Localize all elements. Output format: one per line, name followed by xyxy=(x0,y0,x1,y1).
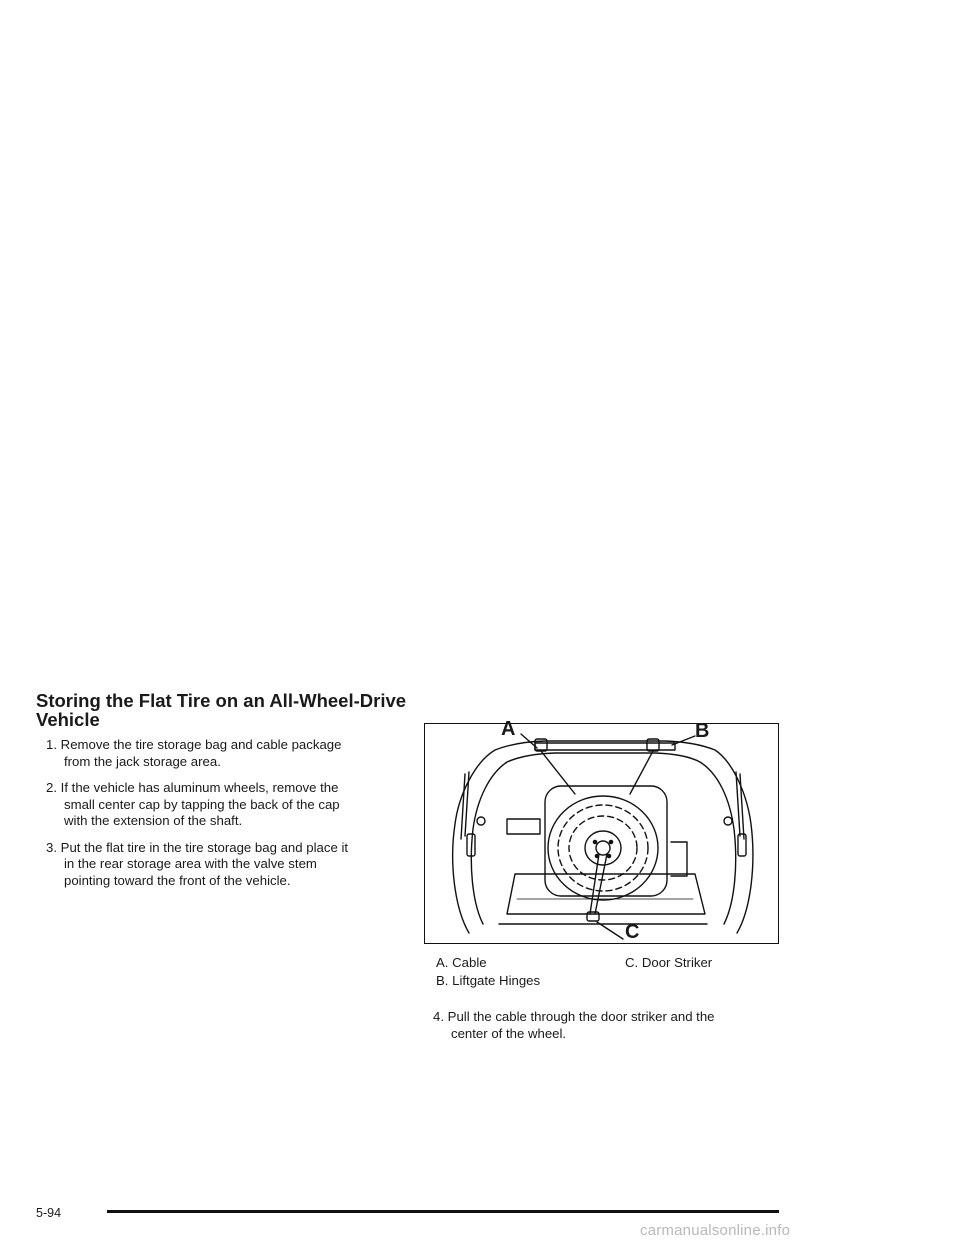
step-line: from the jack storage area. xyxy=(64,753,221,769)
callout-c: C xyxy=(625,921,640,943)
instruction-steps xyxy=(46,737,396,899)
step-number: 2. xyxy=(46,780,57,795)
callout-a: A xyxy=(501,718,516,740)
figure-legend-right xyxy=(625,954,712,972)
step-line xyxy=(46,737,396,754)
page-number: 5-94 xyxy=(36,1206,62,1220)
step-1 xyxy=(46,737,396,770)
step-text: If the vehicle has aluminum wheels, remove the xyxy=(60,780,339,795)
step-2 xyxy=(46,780,396,830)
legend-item-door-striker: C. Door Striker xyxy=(625,955,713,970)
step-number: 3. xyxy=(46,839,57,855)
step-line: small center cap by tapping the back of the cap xyxy=(64,796,340,812)
step-number: 4. xyxy=(433,1009,444,1024)
step-line xyxy=(46,780,396,797)
legend-item-liftgate-hinges: B. Liftgate Hinges xyxy=(436,973,541,988)
step-line: pointing toward the front of the vehicle. xyxy=(64,872,291,888)
step-3 xyxy=(46,840,396,890)
figure-legend-left xyxy=(436,954,540,990)
watermark: carmanualsonline.info xyxy=(640,1222,791,1239)
heading-line-1: Storing the Flat Tire on an All-Wheel-Drive xyxy=(36,690,407,711)
step-text: Pull the cable through the door striker and the xyxy=(447,1009,715,1024)
section-heading xyxy=(36,691,406,729)
step-line: with the extension of the shaft. xyxy=(64,813,243,828)
step-text: Remove the tire storage bag and cable package xyxy=(60,737,342,752)
cargo-area-illustration xyxy=(424,718,779,944)
heading-line-2: Vehicle xyxy=(36,709,100,730)
step-line xyxy=(46,840,396,857)
step-line: center of the wheel. xyxy=(451,1025,567,1041)
footer-rule xyxy=(107,1210,779,1213)
step-line: in the rear storage area with the valve stem xyxy=(64,856,317,871)
cargo-area-drawing xyxy=(425,724,780,945)
callout-b: B xyxy=(695,720,710,742)
legend-item-cable: A. Cable xyxy=(436,955,487,970)
step-line xyxy=(433,1009,773,1026)
step-text: Put the flat tire in the tire storage bag and place it xyxy=(60,839,349,855)
step-4 xyxy=(433,1009,773,1042)
step-number: 1. xyxy=(46,737,57,752)
